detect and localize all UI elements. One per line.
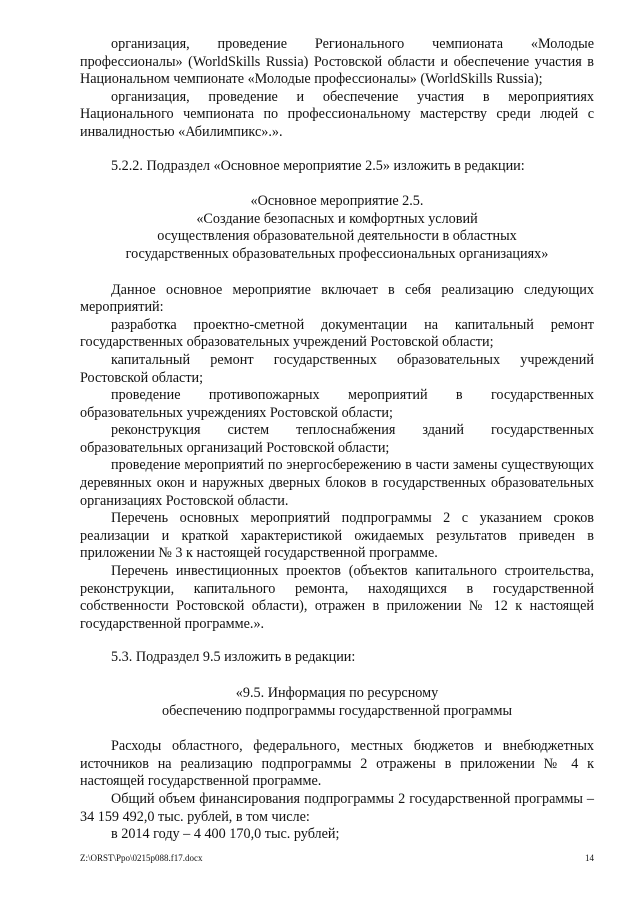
section-heading: 5.3. Подраздел 9.5 изложить в редакции: xyxy=(111,649,356,666)
section-heading: 5.2.2. Подраздел «Основное мероприятие 2.5» изложить в редакции: xyxy=(111,157,525,174)
paragraph: Общий объем финансирования подпрограммы 2 государственной программы – 34 159 492,0 тыс. рублей, в том числе: xyxy=(80,790,594,825)
list-item: проведение противопожарных мероприятий в государственных образовательных учреждениях Ростовской области; xyxy=(80,387,594,421)
document-body xyxy=(80,36,594,844)
paragraph: в 2014 году – 4 400 170,0 тыс. рублей; xyxy=(111,826,340,843)
centered-title: обеспечению подпрограммы государственной программы xyxy=(161,702,513,719)
paragraph: Перечень основных мероприятий подпрограммы 2 с указанием сроков реализации и краткой характеристикой ожидаемых результатов приведен в приложении № 3 к настоящей государственной программе. xyxy=(80,510,594,562)
paragraph: Перечень инвестиционных проектов (объектов капитального строительства, реконструкции, капитального ремонта, находящихся в государственной собственности Ростовской области), отражен в приложении № 12 к настоящей государственной программе.». xyxy=(80,563,594,632)
list-item: капитальный ремонт государственных образовательных учреждений Ростовской области; xyxy=(80,351,594,386)
list-item: проведение мероприятий по энергосбережению в части замены существующих деревянных окон и наружных дверных блоков в государственных образовательных организациях Ростовской области. xyxy=(80,457,594,509)
centered-title: «Основное мероприятие 2.5. xyxy=(250,193,424,210)
list-item: реконструкция систем теплоснабжения зданий государственных образовательных организаций Ростовской области; xyxy=(80,422,594,456)
centered-title: осуществления образовательной деятельности в областных xyxy=(157,228,517,245)
page-number: 14 xyxy=(585,853,594,863)
paragraph: организация, проведение и обеспечение участия в мероприятиях Национального чемпионата по профессиональному мастерству среди людей с инвалидностью «Абилимпикс».». xyxy=(80,88,594,140)
centered-title: государственных образовательных профессиональных организациях» xyxy=(125,245,549,262)
paragraph: организация, проведение Регионального чемпионата «Молодые профессионалы» (WorldSkills Russia) Ростовской области и обеспечение участия в Национальном чемпионате «Молодые профессионалы» (WorldSkills Russia); xyxy=(80,36,594,88)
list-item: разработка проектно-сметной документации на капитальный ремонт государственных образовательных учреждений Ростовской области; xyxy=(80,316,594,351)
paragraph: Данное основное мероприятие включает в себя реализацию следующих мероприятий: xyxy=(80,281,594,316)
paragraph: Расходы областного, федерального, местных бюджетов и внебюджетных источников на реализацию подпрограммы 2 отражены в приложении № 4 к настоящей государственной программе. xyxy=(80,738,594,790)
file-path: Z:\ORST\Ppo\0215p088.f17.docx xyxy=(80,853,203,863)
centered-title: «9.5. Информация по ресурсному xyxy=(235,685,439,701)
centered-title: «Создание безопасных и комфортных условий xyxy=(196,210,478,227)
